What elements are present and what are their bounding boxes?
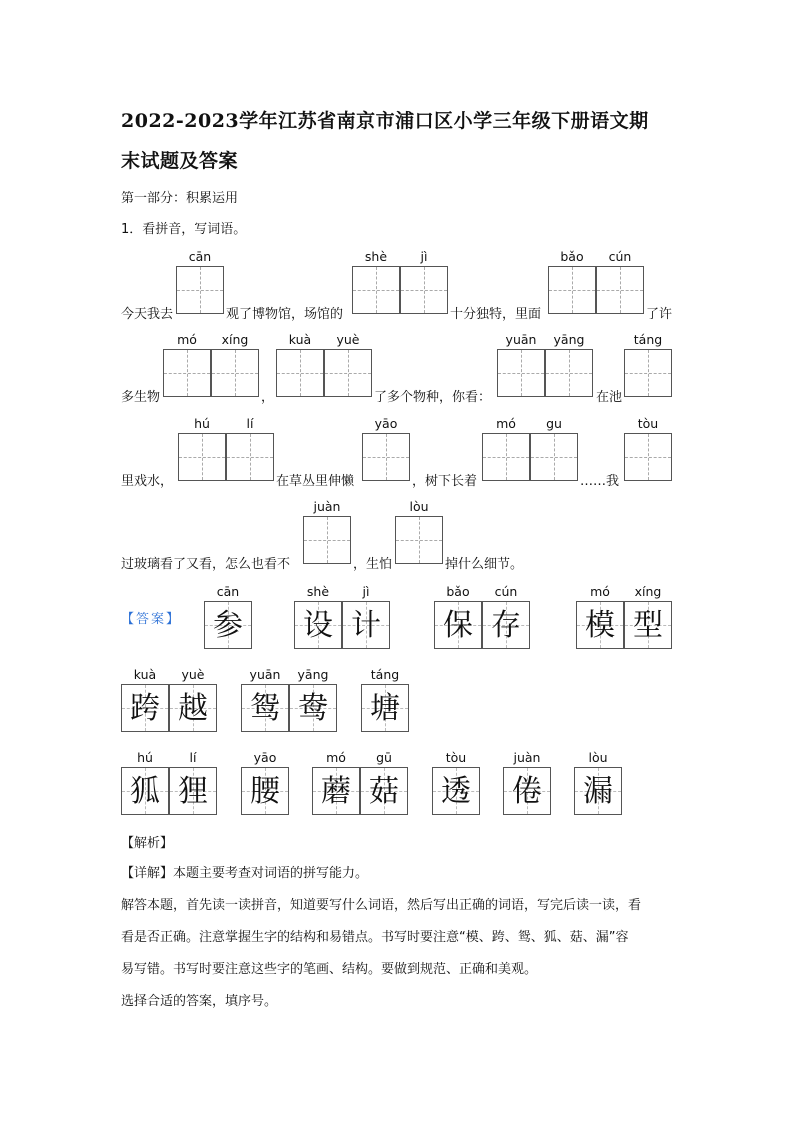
- pinyin-juan: juàn: [313, 499, 341, 514]
- pinyin-yue: yuè: [336, 332, 360, 347]
- answer-pinyin-she: shè: [306, 584, 330, 599]
- write-box-juan[interactable]: [303, 516, 351, 564]
- answer-char-can: 参: [204, 601, 252, 649]
- pinyin-can: cān: [188, 249, 212, 264]
- write-box-tou[interactable]: [624, 433, 672, 481]
- passage-text: 十分独特，里面: [450, 307, 542, 322]
- answer-char-juan: 倦: [503, 767, 551, 815]
- passage-text: 里戏水，: [121, 474, 174, 489]
- answer-pinyin-tang: táng: [370, 667, 400, 682]
- document-title-line2: 末试题及答案: [121, 150, 239, 172]
- write-box-cun[interactable]: [596, 266, 644, 314]
- passage-text: 在池: [596, 390, 623, 405]
- answer-pinyin-can: cān: [216, 584, 240, 599]
- pinyin-mo2: mó: [496, 416, 516, 431]
- answer-pinyin-ji: jì: [362, 584, 370, 599]
- answer-pinyin-lou: lòu: [588, 750, 608, 765]
- passage-text: 掉什么细节。: [445, 557, 524, 572]
- passage-text: 观了博物馆，场馆的: [226, 307, 344, 322]
- question-1: 1．看拼音，写词语。: [121, 222, 247, 237]
- answer-char-yao: 腰: [241, 767, 289, 815]
- answer-char-yue: 越: [169, 684, 217, 732]
- answer-pinyin-yuan: yuān: [249, 667, 281, 682]
- pinyin-she: shè: [364, 249, 388, 264]
- write-box-mo[interactable]: [163, 349, 211, 397]
- passage-text: ……我: [580, 474, 620, 489]
- write-box-hu[interactable]: [178, 433, 226, 481]
- answer-char-mo2: 蘑: [312, 767, 360, 815]
- explanation-line-3: 易写错。书写时要注意这些字的笔画、结构。要做到规范、正确和美观。: [121, 962, 538, 977]
- write-box-she[interactable]: [352, 266, 400, 314]
- write-box-lou[interactable]: [395, 516, 443, 564]
- write-box-yao[interactable]: [362, 433, 410, 481]
- pinyin-li: lí: [246, 416, 254, 431]
- answer-pinyin-gu: gū: [376, 750, 392, 765]
- answer-char-mo: 模: [576, 601, 624, 649]
- answer-pinyin-xing: xíng: [634, 584, 662, 599]
- answer-char-yuan: 鸳: [241, 684, 289, 732]
- pinyin-bao: bǎo: [560, 249, 584, 264]
- answer-pinyin-hu: hú: [137, 750, 153, 765]
- explanation-line-2: 看是否正确。注意掌握生字的结构和易错点。书写时要注意“模、跨、鸳、狐、菇、漏”容: [121, 930, 629, 945]
- answer-pinyin-li: lí: [189, 750, 197, 765]
- pinyin-tang: táng: [633, 332, 663, 347]
- pinyin-gu: gu: [546, 416, 562, 431]
- next-question-prompt: 选择合适的答案，填序号。: [121, 994, 278, 1009]
- write-box-yuan[interactable]: [497, 349, 545, 397]
- write-box-tang[interactable]: [624, 349, 672, 397]
- passage-text: ，树下长着: [412, 474, 478, 489]
- analysis-label: 【解析】: [121, 836, 174, 851]
- write-box-yang[interactable]: [545, 349, 593, 397]
- answer-pinyin-tou: tòu: [445, 750, 467, 765]
- answer-pinyin-juan: juàn: [513, 750, 541, 765]
- pinyin-yuan: yuān: [505, 332, 537, 347]
- answer-pinyin-mo2: mó: [326, 750, 346, 765]
- answer-char-lou: 漏: [574, 767, 622, 815]
- pinyin-xing: xíng: [221, 332, 249, 347]
- answer-char-tou: 透: [432, 767, 480, 815]
- section-heading: 第一部分：积累运用: [121, 191, 239, 206]
- detail-line: 【详解】本题主要考查对词语的拼写能力。: [121, 866, 369, 881]
- answer-pinyin-kua: kuà: [133, 667, 157, 682]
- answer-char-cun: 存: [482, 601, 530, 649]
- answer-pinyin-cun: cún: [494, 584, 518, 599]
- explanation-line-1: 解答本题，首先读一读拼音，知道要写什么词语，然后写出正确的词语，写完后读一读，看: [121, 898, 642, 913]
- write-box-bao[interactable]: [548, 266, 596, 314]
- answer-char-bao: 保: [434, 601, 482, 649]
- document-title-line1: 2022-2023学年江苏省南京市浦口区小学三年级下册语文期: [121, 110, 649, 132]
- pinyin-ji: jì: [420, 249, 428, 264]
- answer-char-yang: 鸯: [289, 684, 337, 732]
- write-box-ji[interactable]: [400, 266, 448, 314]
- answer-char-tang: 塘: [361, 684, 409, 732]
- passage-text: ，生怕: [353, 557, 393, 572]
- write-box-can[interactable]: [176, 266, 224, 314]
- answer-char-ji: 计: [342, 601, 390, 649]
- pinyin-yang: yāng: [553, 332, 585, 347]
- write-box-yue[interactable]: [324, 349, 372, 397]
- answer-char-xing: 型: [624, 601, 672, 649]
- answer-char-kua: 跨: [121, 684, 169, 732]
- answer-char-li: 狸: [169, 767, 217, 815]
- answer-char-hu: 狐: [121, 767, 169, 815]
- answer-label: 【答案】: [121, 612, 182, 627]
- write-box-gu[interactable]: [530, 433, 578, 481]
- write-box-kua[interactable]: [276, 349, 324, 397]
- answer-pinyin-bao: bǎo: [446, 584, 470, 599]
- passage-text: 过玻璃看了又看，怎么也看不: [121, 557, 291, 572]
- answer-pinyin-yang: yāng: [297, 667, 329, 682]
- answer-char-gu: 菇: [360, 767, 408, 815]
- answer-pinyin-mo: mó: [590, 584, 610, 599]
- passage-text: 多生物: [121, 390, 161, 405]
- pinyin-lou: lòu: [409, 499, 429, 514]
- write-box-xing[interactable]: [211, 349, 259, 397]
- pinyin-cun: cún: [608, 249, 632, 264]
- answer-char-she: 设: [294, 601, 342, 649]
- pinyin-kua: kuà: [288, 332, 312, 347]
- answer-pinyin-yao: yāo: [253, 750, 277, 765]
- pinyin-mo: mó: [177, 332, 197, 347]
- write-box-li[interactable]: [226, 433, 274, 481]
- write-box-mo2[interactable]: [482, 433, 530, 481]
- passage-text: 今天我去: [121, 307, 174, 322]
- passage-text: 在草丛里伸懒: [276, 474, 355, 489]
- pinyin-hu: hú: [194, 416, 210, 431]
- passage-text: 了许: [646, 307, 673, 322]
- answer-pinyin-yue: yuè: [181, 667, 205, 682]
- pinyin-tou: tòu: [637, 416, 659, 431]
- pinyin-yao: yāo: [374, 416, 398, 431]
- passage-text: ，: [261, 390, 275, 405]
- passage-text: 了多个物种，你看：: [374, 390, 492, 405]
